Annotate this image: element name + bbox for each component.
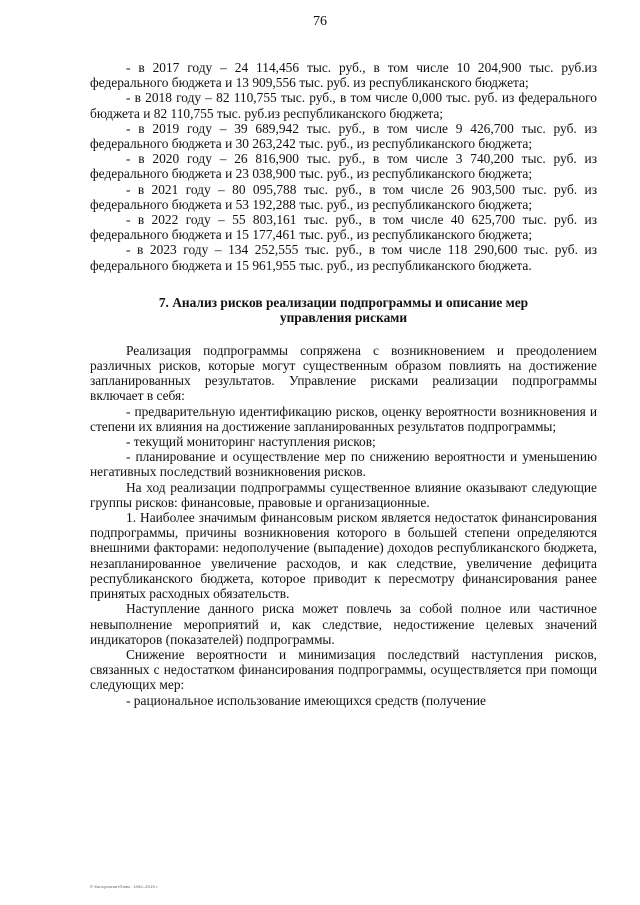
section-heading: 7. Анализ рисков реализации подпрограммы и описание мер управления рисками	[158, 294, 529, 325]
paragraph-mitigation: Снижение вероятности и минимизация последствий наступления рисков, связанных с недостатком финансирования подпрограммы, осуществляется при помощи следующих мер:	[90, 646, 597, 693]
budget-item-2018: - в 2018 году – 82 110,755 тыс. руб., в том числе 0,000 тыс. руб. из федерального бюджета и 82 110,755 тыс. руб.из республиканского бюджета;	[90, 90, 597, 121]
list-item-planning: - планирование и осуществление мер по снижению вероятности и уменьшению негативных последствий возникновения рисков.	[90, 449, 597, 480]
budget-item-2019: - в 2019 году – 39 689,942 тыс. руб., в том числе 9 426,700 тыс. руб. из федерального бюджета и 30 263,242 тыс. руб., из республиканского бюджета;	[90, 120, 597, 152]
paragraph-financial-risk: 1. Наиболее значимым финансовым риском является недостаток финансирования подпрограммы, причины возникновения которого в большей степени определяются внешними факторами: недополучение (выпадение) доходов республиканского бюджета, незапланированное увеличение расходов, и как следствие, увеличение дефицита республиканского бюджета, которое приводит к пересмотру финансирования ранее принятых расходных обязательств.	[90, 510, 597, 602]
list-item-identification: - предварительную идентификацию рисков, оценку вероятности возникновения и степени их влияния на достижение запланированных результатов подпрограммы;	[90, 403, 597, 434]
paragraph-risk-groups: На ход реализации подпрограммы существенное влияние оказывают следующие группы рисков: финансовые, правовые и организационные.	[90, 479, 597, 510]
document-body	[90, 60, 597, 708]
paragraph-risk-consequence: Наступление данного риска может повлечь за собой полное или частичное невыполнение мероприятий и, как следствие, недостижение целевых значений индикаторов (показателей) подпрограммы.	[90, 601, 597, 647]
footer-watermark: © КонсультантПлюс, 1992–2019 г.	[90, 884, 159, 889]
budget-item-2020: - в 2020 году – 26 816,900 тыс. руб., в том числе 3 740,200 тыс. руб. из федерального бюджета и 23 038,900 тыс. руб., из республиканского бюджета;	[90, 151, 597, 182]
budget-item-2023: - в 2023 году – 134 252,555 тыс. руб., в том числе 118 290,600 тыс. руб. из федерального бюджета и 15 961,955 тыс. руб., из республиканского бюджета.	[90, 242, 597, 273]
budget-item-2022: - в 2022 году – 55 803,161 тыс. руб., в том числе 40 625,700 тыс. руб. из федерального бюджета и 15 177,461 тыс. руб., из республиканского бюджета;	[90, 212, 597, 243]
list-item-rational-use: - рациональное использование имеющихся средств (получение	[126, 692, 486, 708]
paragraph-intro: Реализация подпрограммы сопряжена с возникновением и преодолением различных рисков, которые могут существенным образом повлиять на достижение запланированных результатов. Управление рисками реализации подпрограммы включает в себя:	[90, 342, 597, 404]
budget-item-2017: - в 2017 году – 24 114,456 тыс. руб., в том числе 10 204,900 тыс. руб.из федерального бюджета и 13 909,556 тыс. руб. из республиканского бюджета;	[90, 60, 597, 91]
page-number: 76	[313, 14, 327, 29]
budget-item-2021: - в 2021 году – 80 095,788 тыс. руб., в том числе 26 903,500 тыс. руб. из федерального бюджета и 53 192,288 тыс. руб., из республиканского бюджета;	[90, 181, 597, 212]
list-item-monitoring: - текущий мониторинг наступления рисков;	[126, 434, 376, 450]
